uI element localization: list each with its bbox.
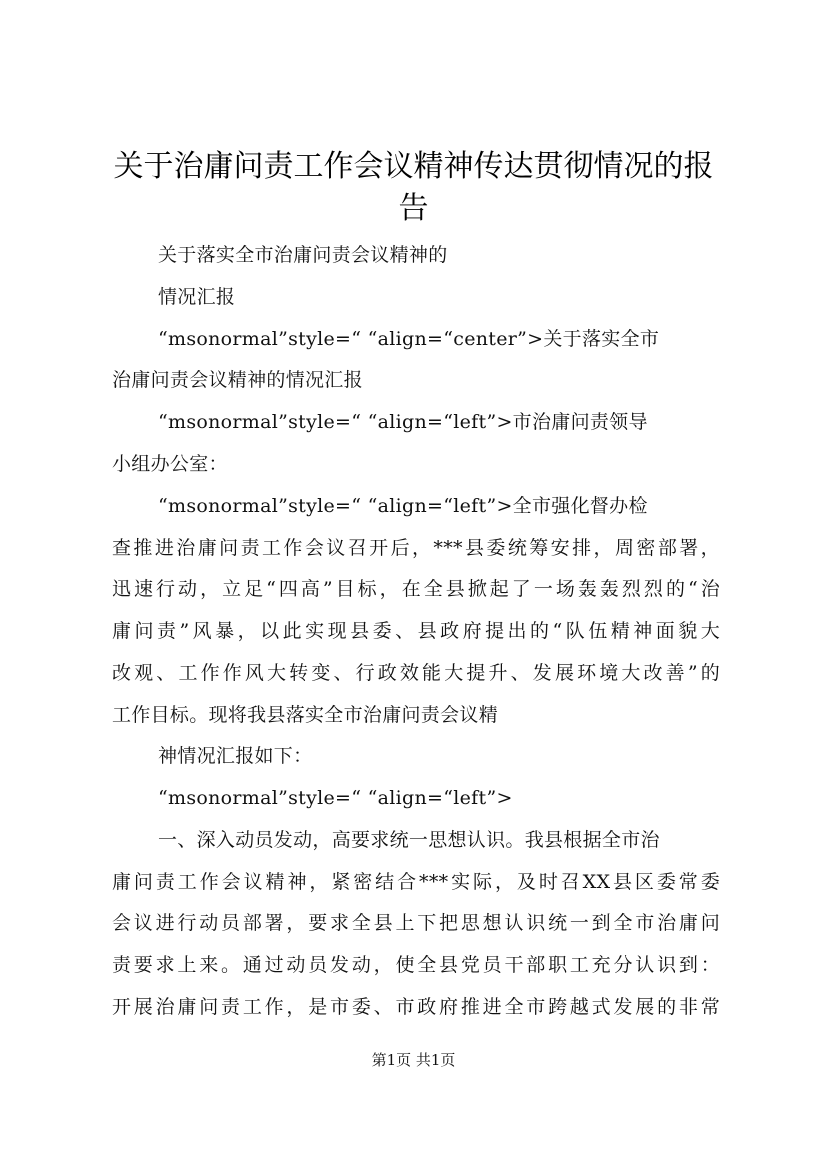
document-title-line-2: 告 bbox=[398, 191, 429, 226]
body-line: 神情况汇报如下： bbox=[158, 745, 313, 767]
body-line: 治庸问责会议精神的情况汇报 bbox=[112, 369, 363, 391]
body-line: 小组办公室： bbox=[112, 453, 228, 475]
body-line: “msonormal”style=“ “align=“left”>全市强化督办检 bbox=[158, 495, 648, 517]
body-line: 会议进行动员部署，要求全县上下把思想认识统一到全市治庸问 bbox=[112, 912, 720, 934]
body-line: 查推进治庸问责工作会议召开后，***县委统筹安排，周密部署， bbox=[112, 537, 720, 559]
body-line: “msonormal”style=“ “align=“left”> bbox=[158, 787, 513, 809]
document-title-line-1: 关于治庸问责工作会议精神传达贯彻情况的报 bbox=[113, 149, 714, 184]
page-number-footer: 第1页 共1页 bbox=[371, 1051, 456, 1069]
body-line: “msonormal”style=“ “align=“left”>市治庸问责领导 bbox=[158, 411, 648, 433]
body-line: 开展治庸问责工作，是市委、市政府推进全市跨越式发展的非常 bbox=[112, 996, 720, 1018]
body-line: 一、深入动员发动，高要求统一思想认识。我县根据全市治 bbox=[158, 829, 660, 851]
body-line: 庸问责”风暴，以此实现县委、县政府提出的“队伍精神面貌大 bbox=[112, 620, 720, 642]
body-line: “msonormal”style=“ “align=“center”>关于落实全市 bbox=[158, 328, 660, 350]
body-line: 情况汇报 bbox=[158, 286, 236, 308]
body-line: 工作目标。现将我县落实全市治庸问责会议精 bbox=[112, 704, 499, 726]
body-line: 关于落实全市治庸问责会议精神的 bbox=[158, 244, 448, 266]
body-line: 迅速行动，立足“四高”目标，在全县掀起了一场轰轰烈烈的“治 bbox=[112, 578, 720, 600]
body-line: 责要求上来。通过动员发动，使全县党员干部职工充分认识到： bbox=[112, 954, 720, 976]
body-line: 庸问责工作会议精神，紧密结合***实际，及时召XX县区委常委 bbox=[112, 871, 720, 893]
body-line: 改观、工作作风大转变、行政效能大提升、发展环境大改善”的 bbox=[112, 662, 720, 684]
